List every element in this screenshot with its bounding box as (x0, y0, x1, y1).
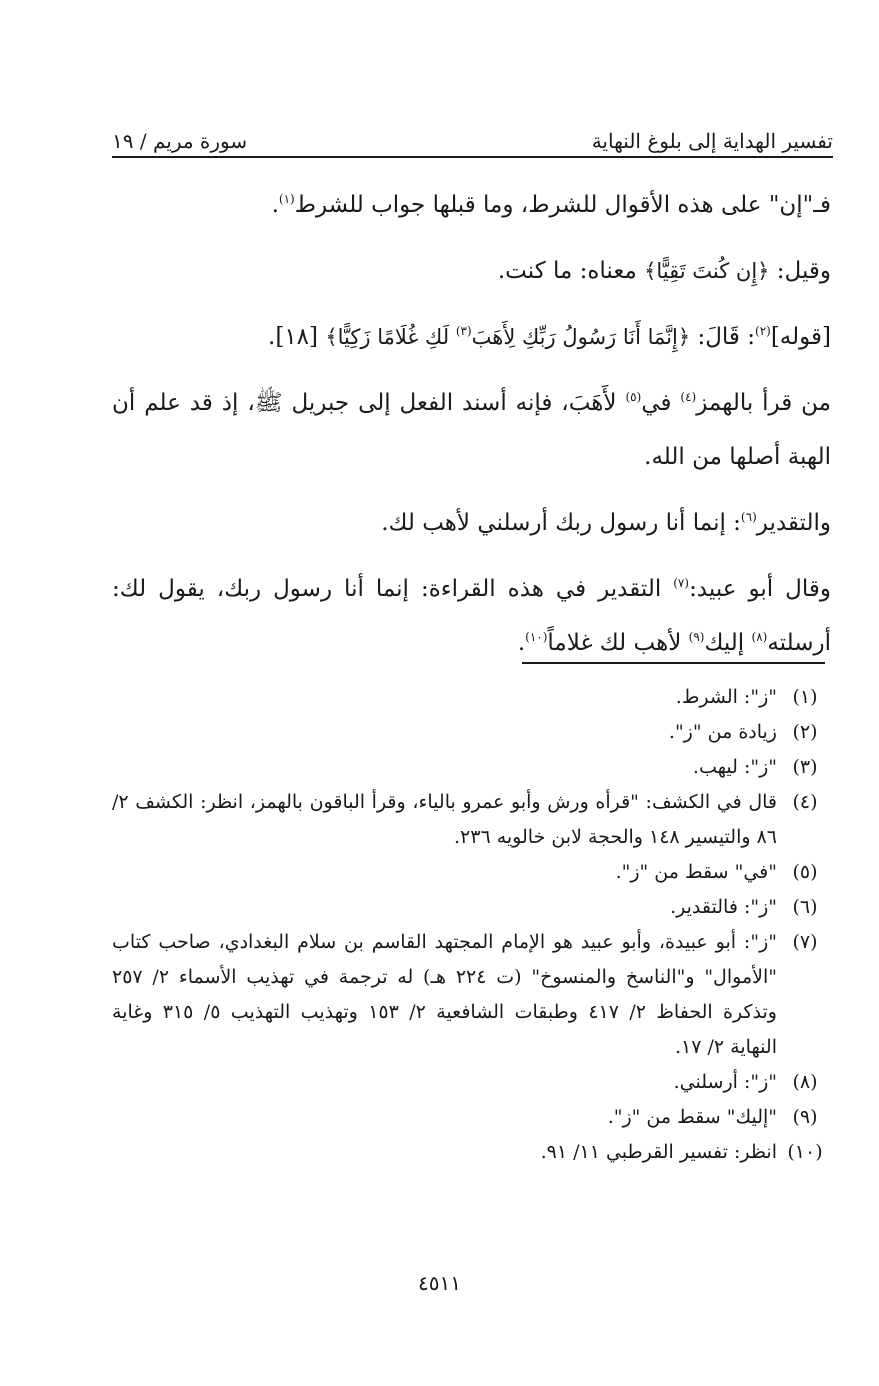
footnote (112, 680, 833, 715)
paragraph-1: فـ"إن" على هذه الأقوال للشرط، وما قبلها جواب للشرط$^{(١)}$. (271, 192, 831, 218)
footnote (112, 925, 833, 1065)
main-text (112, 178, 831, 670)
footnote-number: (٤) (792, 791, 818, 813)
footnote-ref-4: (٤) (680, 390, 697, 404)
footnote-ref-8: (٨) (751, 630, 768, 644)
header-divider (112, 156, 833, 158)
footnote (112, 750, 833, 785)
paragraph-3: [قوله]$^{(٢)}$: قَالَ: ﴿إِنَّمَا أَنَا رَسُولُ رَبِّكِ لِأَهَبَ$^{(٣)}$ لَكِ غُلَامًا زَكِيًّا﴾ [١٨]. (268, 324, 831, 350)
footnote-ref-1: (١) (278, 192, 295, 206)
footnote-text: "ز": ليهب. (692, 756, 777, 778)
page-number: ٤٥١١ (418, 1271, 461, 1295)
footnote-number: (٦) (792, 896, 818, 918)
footnote-number: (٢) (792, 721, 818, 743)
surah-reference: سورة مريم / ١٩ (112, 129, 248, 153)
footnote (112, 1135, 833, 1170)
footnote (112, 890, 833, 925)
quran-verse: ﴿إِن كُنتَ تَقِيًّا﴾ (644, 259, 770, 283)
footnote-number: (٣) (792, 756, 818, 778)
footnote-number: (٨) (792, 1071, 818, 1093)
running-header (112, 112, 833, 156)
footnote-text: "في" سقط من "ز". (615, 861, 777, 883)
footnote (112, 1100, 833, 1135)
footnotes (112, 680, 833, 1170)
footnote (112, 785, 833, 855)
footnote-number: (٩) (792, 1106, 818, 1128)
footnote-ref-2: (٢) (755, 324, 771, 338)
footnote-ref-9: (٩) (688, 630, 705, 644)
footnote-ref-3: (٣) (455, 324, 472, 338)
footnote-number: (٧) (792, 931, 818, 953)
footnote-number: (١٠) (787, 1141, 823, 1163)
footnote-text: "ز": فالتقدير. (670, 896, 777, 918)
footnote-text: زيادة من "ز". (668, 721, 777, 743)
footnote-ref-10: (١٠) (525, 630, 548, 644)
footnote-ref-6: (٦) (740, 510, 757, 524)
paragraph-2: وقيل: ﴿إِن كُنتَ تَقِيًّا﴾ معناه: ما كنت. (497, 258, 831, 284)
footnote-ref-7: (٧) (673, 576, 690, 590)
footnote-text: "ز": أبو عبيدة، وأبو عبيد هو الإمام المجتهد القاسم بن سلام البغدادي، صاحب كتاب "الأموال" و"الناسخ والمنسوخ" (ت ٢٢٤ هـ) له ترجمة في تهذيب الأسماء ٢/ ٢٥٧ وتذكرة الحفاظ ٢/ ٤١٧ وطبقات الشافعية ٢/ ١٥٣ وتهذيب التهذيب ٥/ ٣١٥ وغاية النهاية ٢/ ١٧. (112, 931, 777, 1058)
footnote-number: (٥) (792, 861, 818, 883)
footnotes-divider (522, 662, 825, 664)
footnote (112, 715, 833, 750)
paragraph-4: من قرأ بالهمز$^{(٤)}$ في$^{(٥)}$ لأَهَبَ، فإنه أسند الفعل إلى جبريل ﷺ، إذ قد علم أن الهبة أصلها من الله. (112, 390, 831, 470)
paragraph-6: وقال أبو عبيد:$^{(٧)}$ التقدير في هذه القراءة: إنما أنا رسول ربك، يقول لك: أرسلته$^{(٨)}$ إليك$^{(٩)}$ لأهب لك غلاماً$^{(١٠)}$. (112, 576, 831, 656)
footnote-text: "إليك" سقط من "ز". (607, 1106, 777, 1128)
footnote-text: انظر: تفسير القرطبي ١١/ ٩١. (540, 1141, 777, 1163)
footnote (112, 855, 833, 890)
footnote-ref-5: (٥) (625, 390, 642, 404)
footnote (112, 1065, 833, 1100)
paragraph-5: والتقدير$^{(٦)}$: إنما أنا رسول ربك أرسلني لأهب لك. (381, 510, 831, 536)
footnote-text: "ز": الشرط. (675, 686, 777, 708)
book-title: تفسير الهداية إلى بلوغ النهاية (591, 129, 833, 153)
quran-verse-end: لَكِ غُلَامًا زَكِيًّا﴾ (325, 325, 456, 349)
footnote-text: "ز": أرسلني. (673, 1071, 777, 1093)
quran-verse: ﴿إِنَّمَا أَنَا رَسُولُ رَبِّكِ لِأَهَبَ (471, 325, 691, 349)
footnote-text: قال في الكشف: "قرأه ورش وأبو عمرو بالياء، وقرأ الباقون بالهمز، انظر: الكشف ٢/ ٨٦ والتيسير ١٤٨ والحجة لابن خالويه ٢٣٦. (112, 791, 777, 848)
footnote-number: (١) (792, 686, 818, 708)
